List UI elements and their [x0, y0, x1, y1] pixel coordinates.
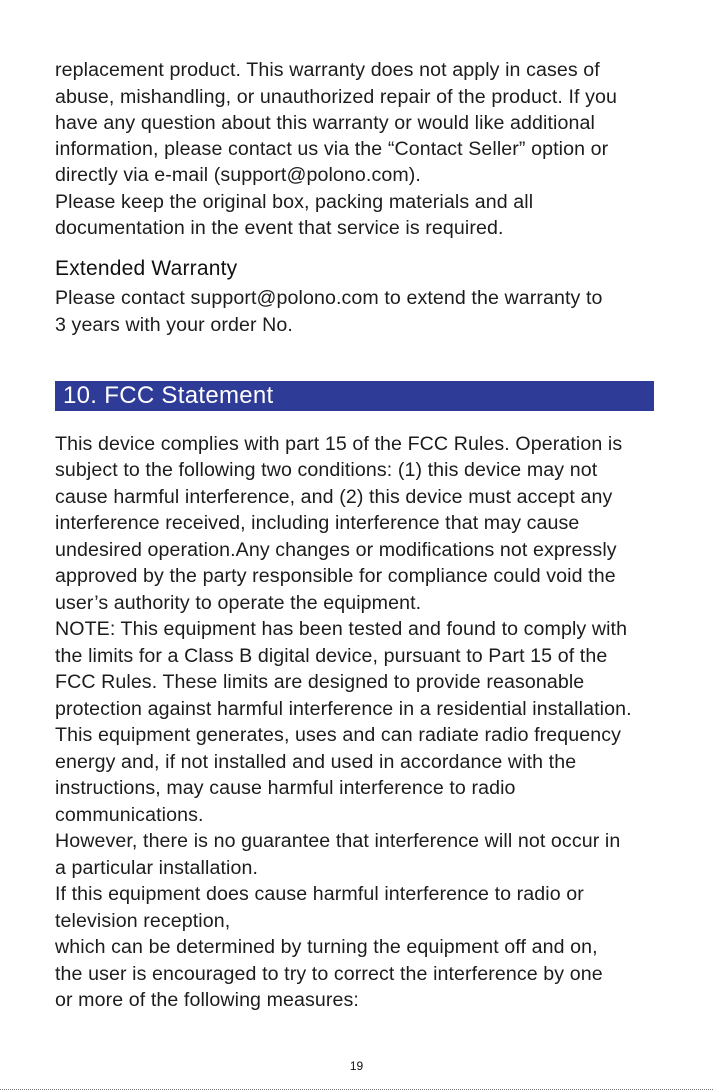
text-line: a particular installation.: [55, 857, 258, 879]
text-line: information, please contact us via the “Contact Seller” option or: [55, 138, 609, 160]
text-line: approved by the party responsible for compliance could void the: [55, 565, 616, 587]
text-line: This equipment generates, uses and can radiate radio frequency: [55, 724, 622, 746]
text-line: energy and, if not installed and used in accordance with the: [55, 751, 577, 773]
text-line: protection against harmful interference in a residential installation.: [55, 698, 632, 720]
text-line: FCC Rules. These limits are designed to provide reasonable: [55, 671, 585, 693]
text-line: replacement product. This warranty does not apply in cases of: [55, 59, 600, 81]
text-line: or more of the following measures:: [55, 989, 359, 1011]
page-bottom-divider: [0, 1089, 713, 1090]
text-line: interference received, including interference that may cause: [55, 512, 580, 534]
fcc-section-header: [55, 381, 654, 411]
extended-warranty-heading: Extended Warranty: [55, 257, 238, 280]
page-number: 19: [349, 1059, 364, 1073]
text-line: user’s authority to operate the equipment.: [55, 592, 422, 614]
text-line: the user is encouraged to try to correct the interference by one: [55, 963, 603, 985]
text-line: directly via e-mail (support@polono.com).: [55, 164, 421, 186]
text-line: have any question about this warranty or would like additional: [55, 112, 595, 134]
text-line: cause harmful interference, and (2) this device must accept any: [55, 486, 613, 508]
text-line: undesired operation.Any changes or modifications not expressly: [55, 539, 617, 561]
text-line: subject to the following two conditions: (1) this device may not: [55, 459, 598, 481]
text-line: documentation in the event that service is required.: [55, 217, 504, 239]
text-line: Please keep the original box, packing materials and all: [55, 191, 534, 213]
text-line: 3 years with your order No.: [55, 314, 293, 336]
text-line: However, there is no guarantee that interference will not occur in: [55, 830, 621, 852]
text-line: Please contact support@polono.com to extend the warranty to: [55, 287, 603, 309]
text-line: which can be determined by turning the equipment off and on,: [55, 936, 598, 958]
fcc-section-title: 10. FCC Statement: [63, 382, 274, 409]
text-line: This device complies with part 15 of the FCC Rules. Operation is: [55, 433, 623, 455]
text-line: NOTE: This equipment has been tested and found to comply with: [55, 618, 628, 640]
text-line: television reception,: [55, 910, 231, 932]
text-line: abuse, mishandling, or unauthorized repair of the product. If you: [55, 86, 617, 108]
text-line: communications.: [55, 804, 204, 826]
text-line: the limits for a Class B digital device, pursuant to Part 15 of the: [55, 645, 608, 667]
text-line: instructions, may cause harmful interference to radio: [55, 777, 516, 799]
text-line: If this equipment does cause harmful interference to radio or: [55, 883, 584, 905]
